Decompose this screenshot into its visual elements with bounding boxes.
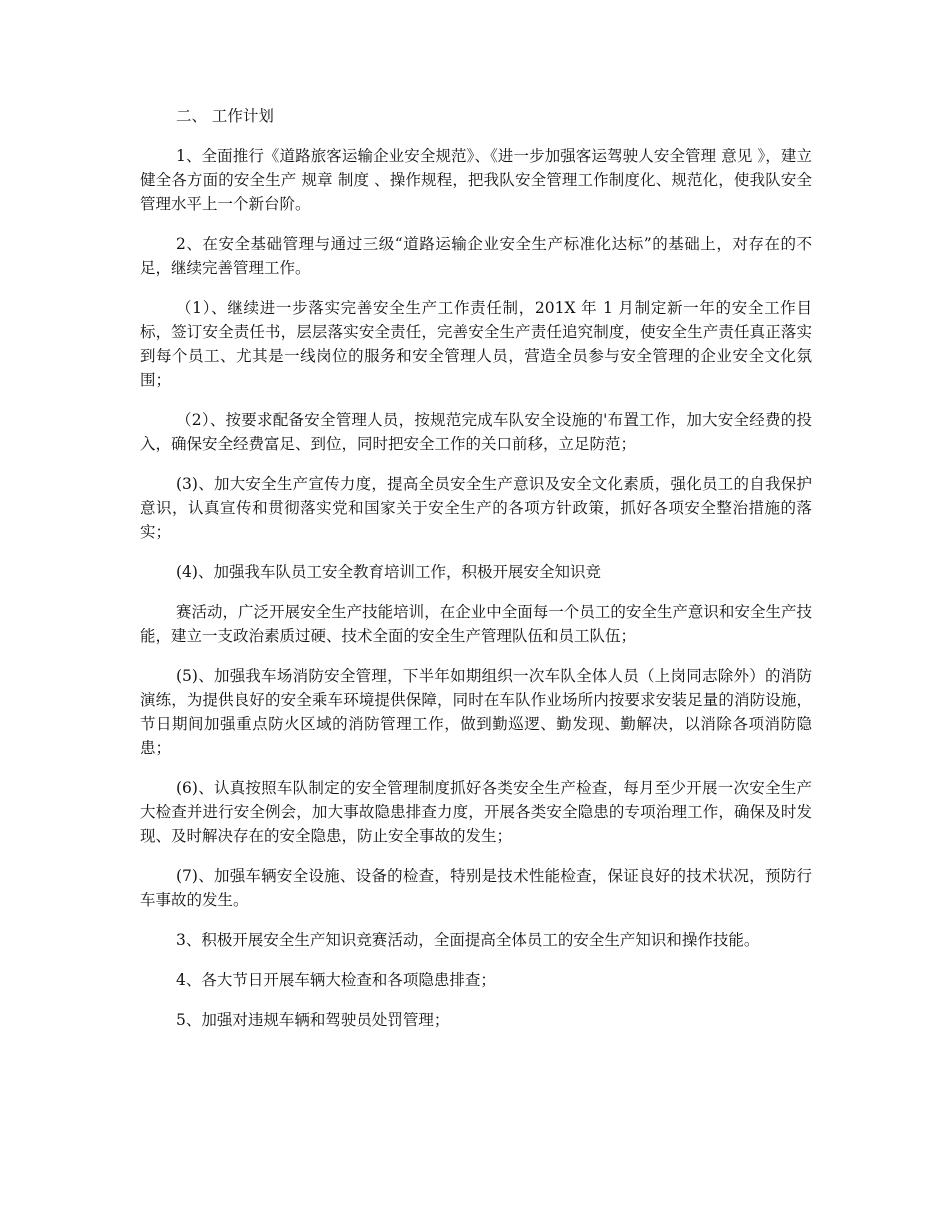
paragraph-2-4: (4)、加强我车队员工安全教育培训工作，积极开展安全知识竞 [176, 563, 601, 581]
paragraph-2-6: (6)、认真按照车队制定的安全管理制度抓好各类安全生产检查，每月至少开展一次安全生产大检查并进行安全例会，加大事故隐患排查力度，开展各类安全隐患的专项治理工作，确保及时发现、及时解决存在的安全隐患，防止安全事故的发生； [140, 779, 812, 845]
document-body [140, 104, 812, 1048]
paragraph-2: 2、在安全基础管理与通过三级“道路运输企业安全生产标准化达标”的基础上，对存在的不足，继续完善管理工作。 [140, 235, 812, 277]
paragraph-2-7: (7)、加强车辆安全设施、设备的检查，特别是技术性能检查，保证良好的技术状况，预防行车事故的发生。 [140, 867, 812, 909]
paragraph-1: 1、全面推行《道路旅客运输企业安全规范》、《进一步加强客运驾驶人安全管理 意见 》，建立健全各方面的安全生产 规章 制度 、操作规程，把我队安全管理工作制度化、规范化，使我队安全管理水平上一个新台阶。 [140, 147, 812, 213]
paragraph-5: 5、加强对违规车辆和驾驶员处罚管理； [176, 1011, 450, 1029]
paragraph-2-4-continued: 赛活动，广泛开展安全生产技能培训，在企业中全面每一个员工的安全生产意识和安全生产技能，建立一支政治素质过硬、技术全面的安全生产管理队伍和员工队伍； [140, 603, 812, 645]
paragraph-4: 4、各大节日开展车辆大检查和各项隐患排查； [176, 971, 496, 989]
paragraph-2-2: （2）、按要求配备安全管理人员，按规范完成车队安全设施的'布置工作，加大安全经费的投入，确保安全经费富足、到位，同时把安全工作的关口前移，立足防范； [140, 411, 812, 453]
paragraph-2-3: (3)、加大安全生产宣传力度，提高全员安全生产意识及安全文化素质，强化员工的自我保护意识，认真宣传和贯彻落实党和国家关于安全生产的各项方针政策，抓好各项安全整治措施的落实； [140, 475, 812, 541]
paragraph-2-1: （1）、继续进一步落实完善安全生产工作责任制，201X 年 1 月制定新一年的安全工作目标，签订安全责任书，层层落实安全责任，完善安全生产责任追究制度，使安全生产责任真正落实到每个员工、尤其是一线岗位的服务和安全管理人员，营造全员参与安全管理的企业安全文化氛围； [140, 299, 812, 389]
paragraph-2-5: (5)、加强我车场消防安全管理，下半年如期组织一次车队全体人员（上岗同志除外）的消防演练，为提供良好的安全乘车环境提供保障，同时在车队作业场所内按要求安装足量的消防设施，节日期间加强重点防火区域的消防管理工作，做到勤巡逻、勤发现、勤解决，以消除各项消防隐患； [140, 667, 812, 757]
section-heading: 二、 工作计划 [176, 107, 274, 125]
paragraph-3: 3、积极开展安全生产知识竞赛活动，全面提高全体员工的安全生产知识和操作技能。 [176, 931, 760, 949]
